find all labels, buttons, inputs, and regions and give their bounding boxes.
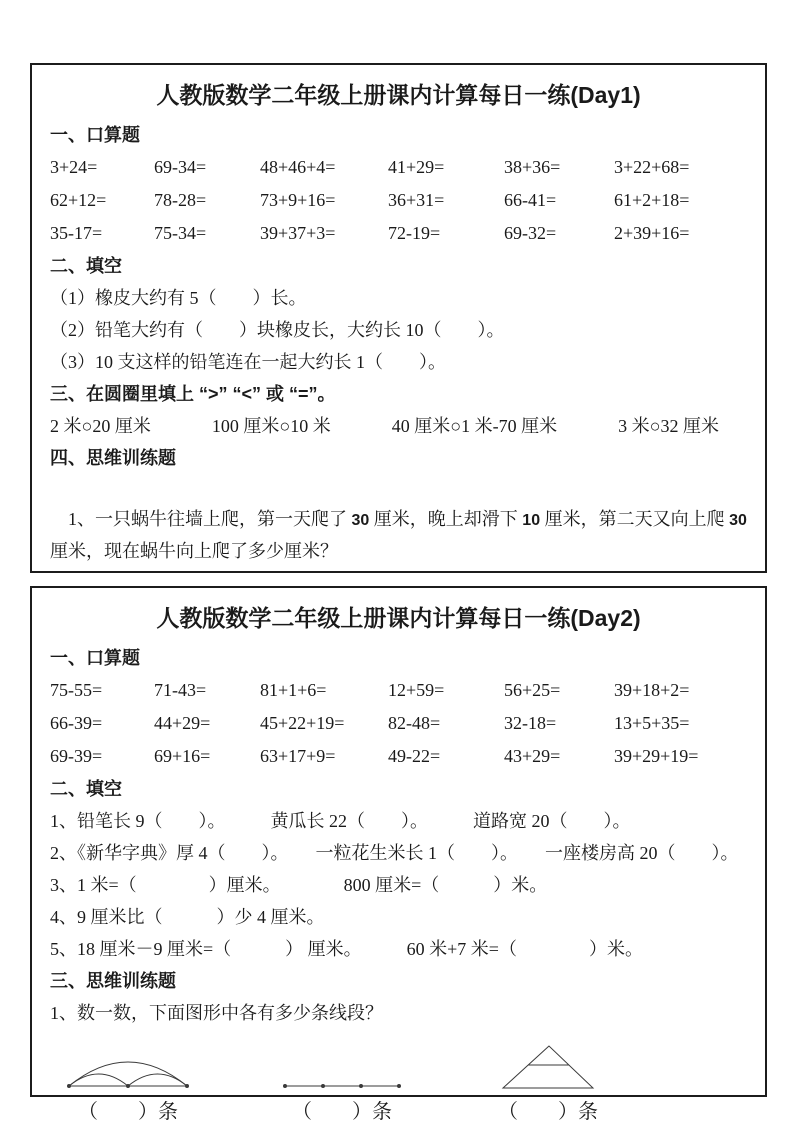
- question-text: 1、一只蜗牛往墙上爬，第一天爬了: [68, 509, 352, 529]
- calc-problem: 63+17+9=: [260, 746, 336, 766]
- fill-blank-item: 5、18 厘米－9 厘米=（ ） 厘米。 60 米+7 米=（ ）米。: [50, 939, 643, 959]
- calc-problem: 81+1+6=: [260, 680, 327, 700]
- calc-problem: 12+59=: [388, 680, 445, 700]
- calc-problem: 82-48=: [388, 713, 441, 733]
- calc-problem: 75-34=: [154, 223, 207, 243]
- fill-blank-item: 4、9 厘米比（ ）少 4 厘米。: [50, 907, 325, 927]
- compare-item: 2 米○20 厘米: [50, 416, 151, 436]
- calc-problem: 69-39=: [50, 746, 103, 766]
- calc-problem: 13+5+35=: [614, 713, 690, 733]
- question-text: 厘米，第二天又向上爬: [540, 509, 730, 529]
- calc-problem: 71-43=: [154, 680, 207, 700]
- calc-problem: 41+29=: [388, 157, 445, 177]
- calc-problem: 69+16=: [154, 746, 211, 766]
- fill-blank-item: （1）橡皮大约有 5（ ）长。: [50, 288, 307, 308]
- question-text: 厘米，现在蜗牛向上爬了多少厘米？: [50, 509, 752, 561]
- calc-problem: 35-17=: [50, 223, 103, 243]
- calc-problem: 49-22=: [388, 746, 441, 766]
- calc-problem: 43+29=: [504, 746, 561, 766]
- compare-row: [50, 410, 747, 442]
- calc-problem: 2+39+16=: [614, 223, 690, 243]
- compare-item: 3 米○32 厘米: [618, 416, 719, 436]
- thinking-question: 1、数一数，下面图形中各有多少条线段？: [50, 1003, 383, 1023]
- calc-problem: 45+22+19=: [260, 713, 345, 733]
- figure-group-segments: [282, 1081, 402, 1127]
- section-heading-thinking: 四、思维训练题: [50, 448, 176, 468]
- calc-problem: 78-28=: [154, 190, 207, 210]
- section-heading-oral-calc: 一、口算题: [50, 648, 140, 668]
- oral-calc-grid: [50, 674, 747, 773]
- compare-item: 100 厘米○10 米: [211, 416, 331, 436]
- oral-calc-grid: [50, 151, 747, 250]
- calc-problem: 36+31=: [388, 190, 445, 210]
- calc-problem: 56+25=: [504, 680, 561, 700]
- calc-problem: 73+9+16=: [260, 190, 336, 210]
- calc-problem: 39+18+2=: [614, 680, 690, 700]
- question-number: 30: [351, 512, 370, 529]
- calc-problem: 3+24=: [50, 157, 98, 177]
- calc-problem: 69-32=: [504, 223, 557, 243]
- calc-problem: 3+22+68=: [614, 157, 690, 177]
- figures-row: [50, 1041, 747, 1127]
- calc-problem: 38+36=: [504, 157, 561, 177]
- calc-problem: 62+12=: [50, 190, 107, 210]
- question-text: 厘米，晚上却滑下: [369, 509, 523, 529]
- calc-problem: 66-39=: [50, 713, 103, 733]
- calc-problem: 39+37+3=: [260, 223, 336, 243]
- segment-count-blank: （ ）条: [292, 1101, 392, 1123]
- calc-problem: 32-18=: [504, 713, 557, 733]
- fill-blank-item: （3）10 支这样的铅笔连在一起大约长 1（ ）。: [50, 352, 446, 372]
- page-title: 人教版数学二年级上册课内计算每日一练(Day1): [156, 82, 641, 108]
- section-heading-oral-calc: 一、口算题: [50, 125, 140, 145]
- figure-group-arcs: [66, 1041, 190, 1127]
- fill-blank-item: （2）铅笔大约有（ ）块橡皮长，大约长 10（ ）。: [50, 320, 505, 340]
- calc-problem: 61+2+18=: [614, 190, 690, 210]
- segments-figure: [282, 1081, 402, 1091]
- section-heading-compare: 三、在圆圈里填上 “>” “<” 或 “=”。: [50, 384, 336, 404]
- question-number: 30: [729, 512, 747, 529]
- section-heading-fill-blanks: 二、填空: [50, 779, 122, 799]
- triangle-figure: [500, 1043, 596, 1091]
- calc-problem: 75-55=: [50, 680, 103, 700]
- fill-blank-item: 2、《新华字典》厚 4（ ）。 一粒花生米长 1（ ）。 一座楼房高 20（ ）。: [50, 843, 739, 863]
- worksheet-day2: [30, 586, 767, 1123]
- calc-problem: 72-19=: [388, 223, 441, 243]
- arcs-figure: [66, 1041, 190, 1091]
- calc-problem: 44+29=: [154, 713, 211, 733]
- fill-blank-item: 3、1 米=（ ）厘米。 800 厘米=（ ）米。: [50, 875, 548, 895]
- compare-item: 40 厘米○1 米-70 厘米: [391, 416, 558, 436]
- segment-count-blank: （ ）条: [78, 1101, 178, 1123]
- calc-problem: 66-41=: [504, 190, 557, 210]
- calc-problem: 69-34=: [154, 157, 207, 177]
- page-title: 人教版数学二年级上册课内计算每日一练(Day2): [156, 605, 641, 631]
- section-heading-thinking: 三、思维训练题: [50, 971, 176, 991]
- section-heading-fill-blanks: 二、填空: [50, 256, 122, 276]
- figure-group-triangle: [498, 1043, 598, 1127]
- segment-count-blank: （ ）条: [498, 1101, 598, 1123]
- question-number: 10: [522, 512, 541, 529]
- thinking-question: [50, 474, 752, 596]
- fill-blank-item: 1、铅笔长 9（ ）。 黄瓜长 22（ ）。 道路宽 20（ ）。: [50, 811, 631, 831]
- calc-problem: 39+29+19=: [614, 746, 699, 766]
- calc-problem: 48+46+4=: [260, 157, 336, 177]
- worksheet-day1: [30, 63, 767, 573]
